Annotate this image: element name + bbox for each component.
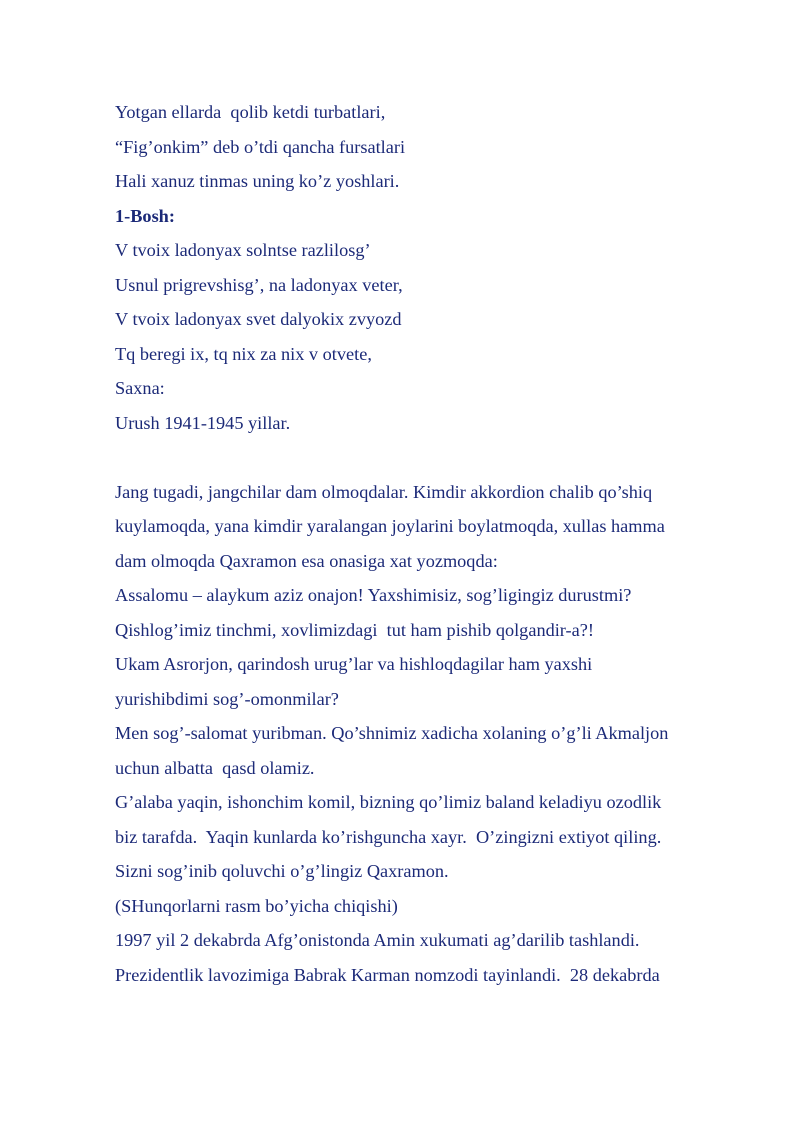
section-heading: 1-Bosh: (115, 205, 175, 226)
body-line: 1997 yil 2 dekabrda Afg’onistonda Amin xukumati ag’darilib tashlandi. (115, 930, 640, 950)
body-line: uchun albatta qasd olamiz. (115, 757, 315, 778)
body-line: G’alaba yaqin, ishonchim komil, bizning qo’limiz baland keladiyu ozodlik (115, 792, 662, 812)
body-line: yurishibdimi sog’-omonmilar? (115, 688, 339, 709)
body-line: Assalomu – alaykum aziz onajon! Yaxshimisiz, sog’ligingiz durustmi? (115, 585, 632, 605)
body-line: (SHunqorlarni rasm bo’yicha chiqishi) (115, 895, 398, 916)
body-line: Ukam Asrorjon, qarindosh urug’lar va hishloqdagilar ham yaxshi (115, 654, 593, 674)
poem-line: “Fig’onkim” deb o’tdi qancha fursatlari (115, 136, 406, 157)
body-line: Prezidentlik lavozimiga Babrak Karman nomzodi tayinlandi. 28 dekabrda (115, 964, 660, 985)
body-line: Jang tugadi, jangchilar dam olmoqdalar. Kimdir akkordion chalib qo’shiq (115, 481, 653, 502)
body-line: dam olmoqda Qaxramon esa onasiga xat yozmoqda: (115, 550, 498, 571)
verse-line: V tvoix ladonyax solntse razlilosg’ (115, 240, 371, 260)
poem-line: Hali xanuz tinmas uning ko’z yoshlari. (115, 171, 400, 191)
verse-line: V tvoix ladonyax svet dalyokix zvyozd (115, 309, 402, 329)
scene-text: Urush 1941-1945 yillar. (115, 412, 291, 433)
scene-label: Saxna: (115, 378, 165, 398)
body-line: Qishlog’imiz tinchmi, xovlimizdagi tut ham pishib qolgandir-a?! (115, 619, 594, 640)
body-line: biz tarafda. Yaqin kunlarda ko’rishguncha xayr. O’zingizni extiyot qiling. (115, 826, 662, 847)
document-body (115, 95, 755, 992)
body-line: Men sog’-salomat yuribman. Qo’shnimiz xadicha xolaning o’g’li Akmaljon (115, 723, 669, 743)
poem-line: Yotgan ellarda qolib ketdi turbatlari, (115, 102, 386, 122)
verse-line: Usnul prigrevshisg’, na ladonyax veter, (115, 274, 403, 295)
body-line: kuylamoqda, yana kimdir yaralangan joylarini boylatmoqda, xullas hamma (115, 516, 665, 536)
body-line: Sizni sog’inib qoluvchi o’g’lingiz Qaxramon. (115, 861, 449, 881)
paragraph-spacer (115, 440, 755, 475)
verse-line: Tq beregi ix, tq nix za nix v otvete, (115, 343, 372, 364)
